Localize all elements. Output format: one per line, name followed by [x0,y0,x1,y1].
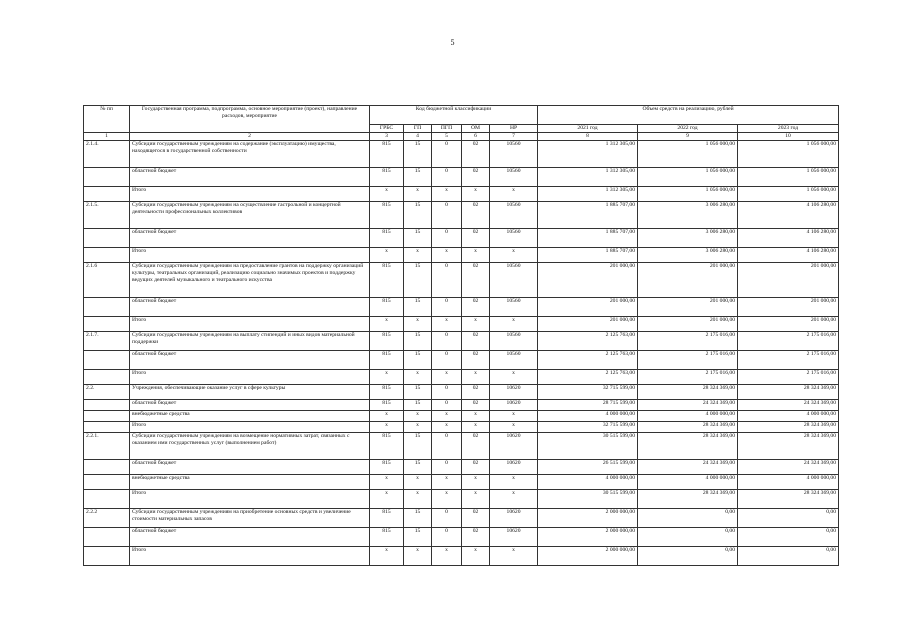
cell-2022: 1 056 000,00 [638,186,738,201]
cell-2022: 24 324 369,00 [638,399,738,410]
cell-2023: 24 324 369,00 [738,399,839,410]
index-8: 8 [538,132,638,140]
cell-2021: 32 715 599,00 [538,384,638,399]
table-row [84,410,839,421]
cell-grbs: 815 [370,201,404,228]
row-number [84,297,130,316]
row-name: Итого [130,421,370,432]
cell-grbs: 815 [370,384,404,399]
cell-2021: 1 312 305,00 [538,167,638,186]
cell-2023: 2 175 016,00 [738,350,839,369]
cell-2021: 201 000,00 [538,262,638,297]
cell-om: 02 [462,262,490,297]
cell-2023: 2 175 016,00 [738,331,839,350]
cell-gp: х [404,247,432,262]
row-name: областной бюджет [130,527,370,546]
cell-2022: 28 324 369,00 [638,489,738,508]
cell-om: х [462,410,490,421]
cell-om: 02 [462,399,490,410]
cell-2022: 28 324 369,00 [638,421,738,432]
cell-2023: 4 106 280,00 [738,201,839,228]
cell-pgp: 0 [432,384,462,399]
row-number: 2.2. [84,384,130,399]
cell-pgp: 0 [432,167,462,186]
cell-pgp: х [432,421,462,432]
cell-nr: 10560 [490,297,538,316]
cell-2022: 3 006 280,00 [638,228,738,247]
cell-2023: 24 324 369,00 [738,459,839,474]
cell-grbs: 815 [370,140,404,167]
row-number: 2.2.1. [84,432,130,459]
cell-om: 02 [462,527,490,546]
cell-2022: 2 175 016,00 [638,331,738,350]
header-funds: Объем средств на реализацию, рублей [538,106,839,125]
cell-2022: 1 056 000,00 [638,167,738,186]
cell-pgp: х [432,546,462,565]
cell-2021: 4 000 000,00 [538,410,638,421]
cell-om: 02 [462,201,490,228]
cell-pgp: 0 [432,399,462,410]
cell-2022: 3 006 280,00 [638,201,738,228]
cell-grbs: х [370,369,404,384]
cell-gp: 15 [404,508,432,527]
cell-pgp: х [432,474,462,489]
cell-pgp: 0 [432,508,462,527]
index-2: 2 [130,132,370,140]
cell-pgp: 0 [432,432,462,459]
cell-pgp: 0 [432,459,462,474]
cell-nr: х [490,474,538,489]
cell-gp: х [404,369,432,384]
cell-om: х [462,546,490,565]
cell-2021: 2 000 000,00 [538,527,638,546]
cell-om: 02 [462,432,490,459]
cell-2021: 30 515 599,00 [538,489,638,508]
row-name: областной бюджет [130,399,370,410]
table-row [84,421,839,432]
cell-pgp: х [432,316,462,331]
row-name: областной бюджет [130,297,370,316]
row-name: Итого [130,186,370,201]
cell-2021: 2 125 763,00 [538,331,638,350]
header-2021: 2021 год [538,125,638,133]
row-name: Итого [130,546,370,565]
table-row [84,546,839,565]
row-number [84,546,130,565]
cell-nr: х [490,546,538,565]
cell-om: х [462,421,490,432]
header-program: Государственная программа, подпрограмма, основное мероприятие (проект), направление расходов, мероприятие [130,106,370,133]
cell-2023: 0,00 [738,546,839,565]
row-name: областной бюджет [130,459,370,474]
row-name: внебюджетные средства [130,474,370,489]
cell-pgp: 0 [432,331,462,350]
row-name: Итого [130,247,370,262]
cell-nr: 10620 [490,432,538,459]
cell-grbs: 815 [370,331,404,350]
table-row [84,262,839,297]
cell-2022: 0,00 [638,546,738,565]
cell-nr: х [490,316,538,331]
cell-nr: х [490,369,538,384]
table-row [84,201,839,228]
budget-table [83,105,839,566]
cell-2021: 1 885 707,00 [538,201,638,228]
cell-2023: 4 000 000,00 [738,474,839,489]
cell-2023: 2 175 016,00 [738,369,839,384]
cell-om: 02 [462,228,490,247]
cell-2022: 3 006 280,00 [638,247,738,262]
cell-2022: 0,00 [638,508,738,527]
row-name: Учреждения, обеспечивающие оказание услуг в сфере культуры [130,384,370,399]
cell-2023: 0,00 [738,508,839,527]
cell-om: х [462,369,490,384]
cell-gp: 15 [404,228,432,247]
header-kbk: Код бюджетной классификации [370,106,538,125]
cell-om: х [462,186,490,201]
cell-2023: 4 000 000,00 [738,410,839,421]
cell-pgp: х [432,410,462,421]
cell-2021: 1 885 707,00 [538,228,638,247]
cell-2022: 24 324 369,00 [638,459,738,474]
row-name: Субсидии государственным учреждениям на предоставление грантов на поддержку организаций культуры, театральных организаций, реализацию социально значимых проектов и поддержку ведущих деятелей музыкального и театрального искусства [130,262,370,297]
header-grbs: ГРБС [370,125,404,133]
cell-pgp: х [432,247,462,262]
cell-gp: 15 [404,331,432,350]
row-number [84,410,130,421]
cell-grbs: х [370,489,404,508]
table-row [84,474,839,489]
page-number: 5 [450,38,455,47]
cell-gp: х [404,410,432,421]
row-number: 2.1.5. [84,201,130,228]
row-number: 2.1.6 [84,262,130,297]
cell-gp: 15 [404,432,432,459]
cell-2021: 201 000,00 [538,297,638,316]
index-9: 9 [638,132,738,140]
cell-nr: 10620 [490,508,538,527]
cell-grbs: х [370,421,404,432]
cell-om: х [462,489,490,508]
cell-nr: х [490,410,538,421]
table-body [84,140,839,565]
cell-grbs: 815 [370,167,404,186]
row-number: 2.1.4. [84,140,130,167]
cell-pgp: х [432,369,462,384]
cell-gp: 15 [404,459,432,474]
cell-2021: 1 312 305,00 [538,186,638,201]
cell-2022: 2 175 016,00 [638,369,738,384]
index-1: 1 [84,132,130,140]
cell-gp: 15 [404,527,432,546]
header-2023: 2023 год [738,125,839,133]
cell-2023: 28 324 369,00 [738,384,839,399]
row-name: областной бюджет [130,228,370,247]
cell-2022: 4 000 000,00 [638,474,738,489]
table-row [84,228,839,247]
cell-om: 02 [462,459,490,474]
cell-2023: 201 000,00 [738,297,839,316]
cell-grbs: х [370,474,404,489]
cell-om: 02 [462,384,490,399]
cell-nr: х [490,247,538,262]
cell-gp: 15 [404,297,432,316]
row-number [84,527,130,546]
cell-pgp: 0 [432,350,462,369]
table-row [84,384,839,399]
table-row [84,399,839,410]
cell-2021: 201 000,00 [538,316,638,331]
cell-2022: 28 324 369,00 [638,432,738,459]
cell-2023: 4 106 280,00 [738,228,839,247]
cell-gp: 15 [404,140,432,167]
row-name: областной бюджет [130,350,370,369]
table-row [84,331,839,350]
header-pgp: ПГП [432,125,462,133]
row-name: Субсидии государственным учреждениям на приобретение основных средств и увеличение стоимости материальных запасов [130,508,370,527]
cell-2021: 32 715 599,00 [538,421,638,432]
row-number: 2.1.7. [84,331,130,350]
cell-2021: 1 312 305,00 [538,140,638,167]
table-row [84,489,839,508]
cell-nr: 10560 [490,201,538,228]
header-2022: 2022 год [638,125,738,133]
cell-nr: 10560 [490,140,538,167]
table-row [84,140,839,167]
index-7: 7 [490,132,538,140]
cell-pgp: 0 [432,297,462,316]
cell-grbs: х [370,316,404,331]
row-number [84,186,130,201]
row-name: Субсидии государственным учреждениям на осуществление гастрольной и концертной деятельности профессиональных коллективов [130,201,370,228]
cell-2023: 201 000,00 [738,262,839,297]
cell-pgp: 0 [432,527,462,546]
table-row [84,167,839,186]
cell-grbs: х [370,247,404,262]
cell-grbs: х [370,546,404,565]
cell-2021: 28 715 599,00 [538,399,638,410]
cell-gp: 15 [404,399,432,410]
cell-om: 02 [462,350,490,369]
cell-2022: 201 000,00 [638,297,738,316]
cell-2021: 2 125 763,00 [538,350,638,369]
cell-nr: 10620 [490,384,538,399]
table-row [84,297,839,316]
row-number [84,459,130,474]
cell-grbs: х [370,410,404,421]
cell-2022: 201 000,00 [638,316,738,331]
cell-gp: 15 [404,384,432,399]
header-nr: НР [490,125,538,133]
row-number [84,247,130,262]
cell-gp: 15 [404,350,432,369]
row-name: Итого [130,316,370,331]
cell-grbs: 815 [370,297,404,316]
cell-2021: 2 000 000,00 [538,508,638,527]
row-number [84,399,130,410]
cell-2023: 4 106 280,00 [738,247,839,262]
cell-grbs: 815 [370,527,404,546]
index-5: 5 [432,132,462,140]
cell-nr: х [490,186,538,201]
row-number [84,369,130,384]
cell-2022: 2 175 016,00 [638,350,738,369]
table-row [84,459,839,474]
cell-2023: 28 324 369,00 [738,421,839,432]
cell-nr: 10620 [490,399,538,410]
cell-2021: 26 515 599,00 [538,459,638,474]
cell-pgp: х [432,489,462,508]
cell-gp: 15 [404,201,432,228]
cell-2021: 1 885 707,00 [538,247,638,262]
row-name: Итого [130,489,370,508]
cell-gp: 15 [404,167,432,186]
row-number: 2.2.2 [84,508,130,527]
cell-nr: 10560 [490,262,538,297]
row-name: внебюджетные средства [130,410,370,421]
cell-grbs: 815 [370,350,404,369]
table-row [84,316,839,331]
cell-gp: х [404,316,432,331]
cell-pgp: 0 [432,228,462,247]
row-number [84,228,130,247]
cell-nr: 10620 [490,527,538,546]
cell-pgp: 0 [432,262,462,297]
cell-gp: х [404,421,432,432]
cell-grbs: 815 [370,459,404,474]
header-num: № пп [84,106,130,133]
cell-2022: 4 000 000,00 [638,410,738,421]
cell-2022: 28 324 369,00 [638,384,738,399]
cell-gp: х [404,489,432,508]
table-row [84,247,839,262]
cell-2023: 1 056 000,00 [738,140,839,167]
cell-pgp: 0 [432,140,462,167]
cell-nr: х [490,421,538,432]
cell-om: 02 [462,167,490,186]
row-name: областной бюджет [130,167,370,186]
index-10: 10 [738,132,839,140]
cell-gp: х [404,546,432,565]
row-name: Итого [130,369,370,384]
header-gp: ГП [404,125,432,133]
table-row [84,432,839,459]
cell-om: х [462,474,490,489]
cell-nr: 10560 [490,331,538,350]
cell-nr: 10560 [490,228,538,247]
row-name: Субсидии государственным учреждениям на содержание (эксплуатацию) имущества, находящегося в государственной собственности [130,140,370,167]
table-row [84,186,839,201]
table-row [84,369,839,384]
cell-gp: 15 [404,262,432,297]
cell-2023: 0,00 [738,527,839,546]
cell-2023: 1 056 000,00 [738,167,839,186]
cell-gp: х [404,474,432,489]
cell-grbs: 815 [370,262,404,297]
table-row [84,508,839,527]
index-3: 3 [370,132,404,140]
cell-2021: 2 125 763,00 [538,369,638,384]
cell-2022: 1 056 000,00 [638,140,738,167]
cell-om: 02 [462,508,490,527]
cell-pgp: 0 [432,201,462,228]
cell-2022: 0,00 [638,527,738,546]
cell-om: 02 [462,331,490,350]
cell-grbs: 815 [370,508,404,527]
cell-om: 02 [462,297,490,316]
cell-nr: 10560 [490,167,538,186]
index-6: 6 [462,132,490,140]
cell-grbs: х [370,186,404,201]
cell-nr: х [490,489,538,508]
cell-gp: х [404,186,432,201]
cell-2023: 201 000,00 [738,316,839,331]
table-row [84,350,839,369]
row-number [84,489,130,508]
cell-nr: 10620 [490,459,538,474]
cell-om: 02 [462,140,490,167]
cell-om: х [462,316,490,331]
cell-2022: 201 000,00 [638,262,738,297]
cell-2023: 28 324 369,00 [738,432,839,459]
cell-nr: 10560 [490,350,538,369]
cell-pgp: х [432,186,462,201]
index-4: 4 [404,132,432,140]
row-number [84,316,130,331]
cell-om: х [462,247,490,262]
header-om: ОМ [462,125,490,133]
cell-grbs: 815 [370,432,404,459]
row-number [84,350,130,369]
row-number [84,421,130,432]
cell-grbs: 815 [370,399,404,410]
row-name: Субсидии государственным учреждениям на выплату стипендий и иных видов материальной поддержки [130,331,370,350]
cell-2023: 28 324 369,00 [738,489,839,508]
row-number [84,474,130,489]
row-number [84,167,130,186]
row-name: Субсидии государственным учреждениям на возмещение нормативных затрат, связанных с оказанием ими государственных услуг (выполнением работ) [130,432,370,459]
cell-2021: 4 000 000,00 [538,474,638,489]
cell-2021: 2 000 000,00 [538,546,638,565]
cell-grbs: 815 [370,228,404,247]
cell-2021: 30 515 599,00 [538,432,638,459]
cell-2023: 1 056 000,00 [738,186,839,201]
table-row [84,527,839,546]
